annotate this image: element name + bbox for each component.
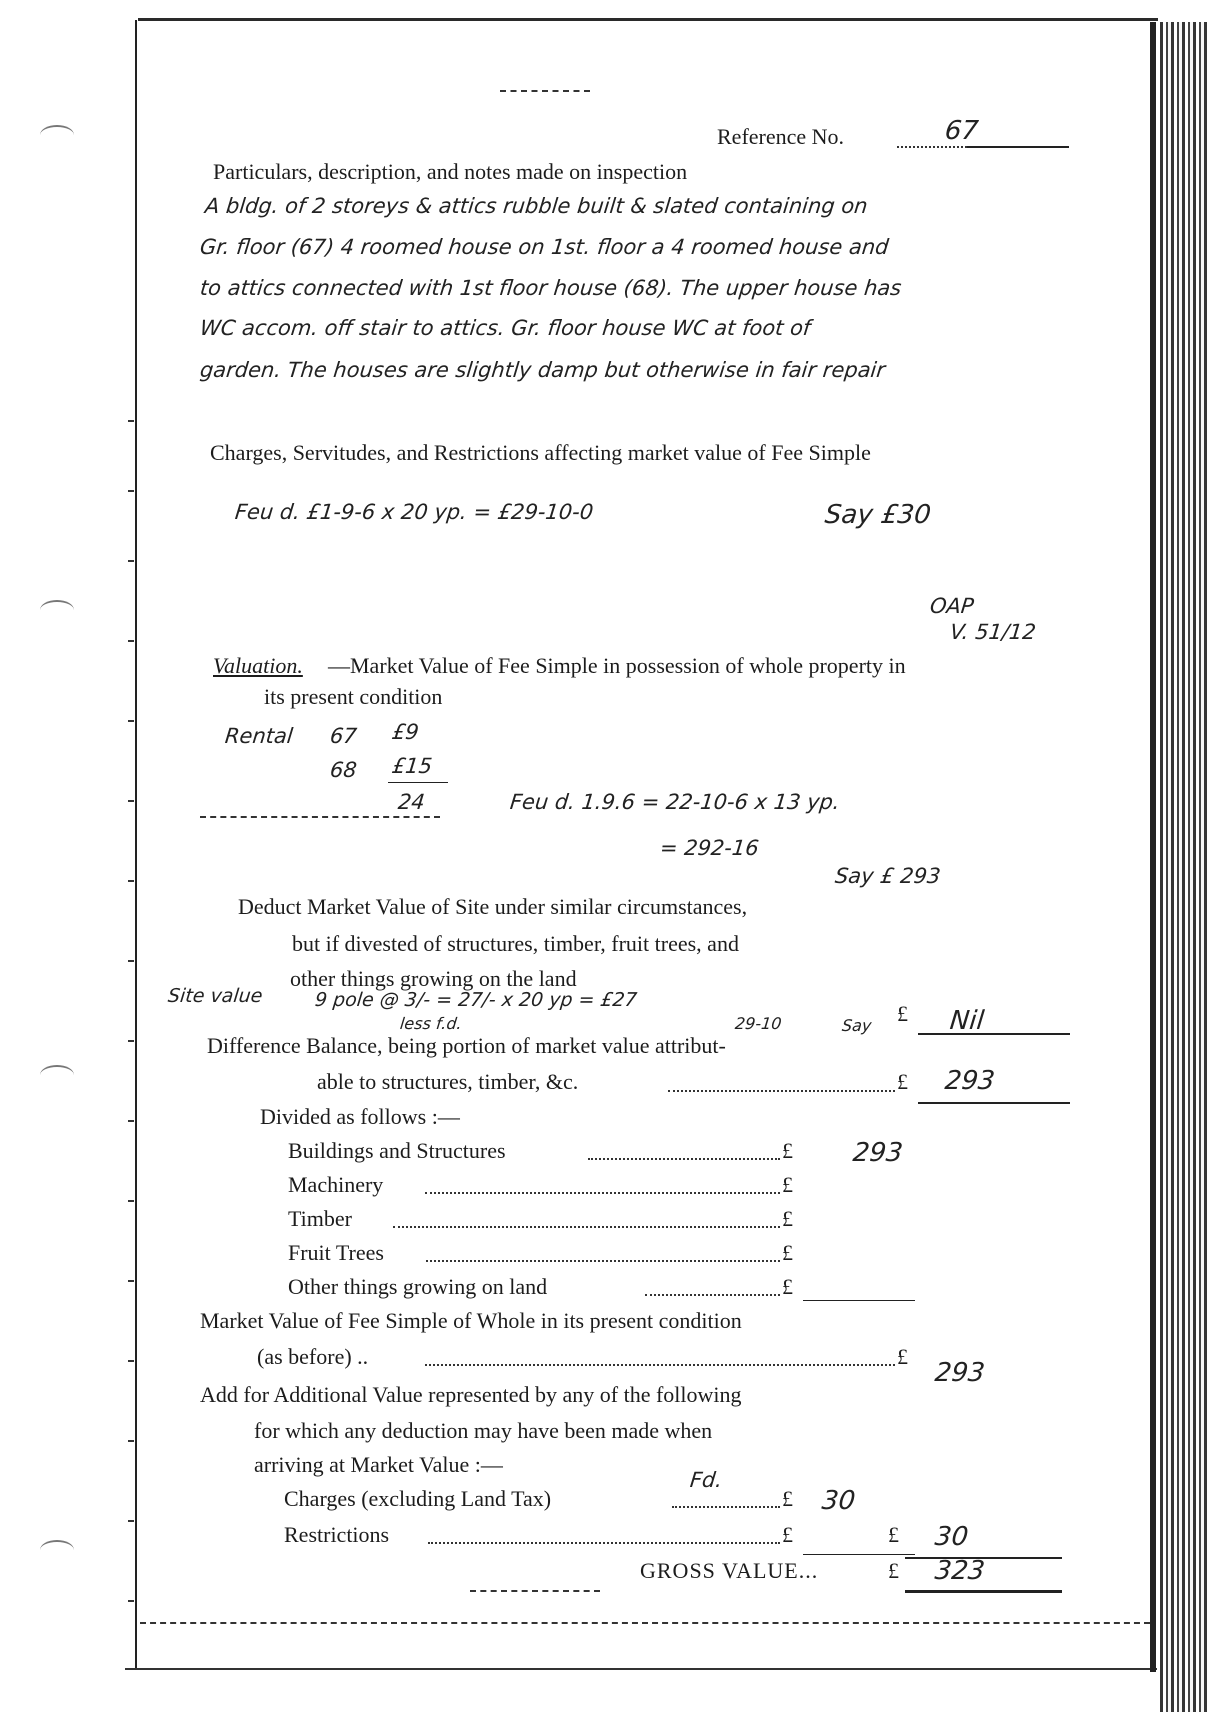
difference-dots xyxy=(668,1090,895,1092)
restrictions-item-dots xyxy=(428,1542,780,1544)
reference-rule xyxy=(967,146,1069,148)
charges-note: Feu d. £1-9-6 x 20 yp. = £29-10-0 xyxy=(233,500,595,524)
other-things-dots xyxy=(645,1294,780,1296)
rental-67-num: 67 xyxy=(328,724,359,748)
difference-line-1: Difference Balance, being portion of market value attribut- xyxy=(207,1033,726,1058)
reference-dots xyxy=(897,146,967,148)
gross-value-double-rule xyxy=(905,1590,1062,1593)
deduct-line-1: Deduct Market Value of Site under similar circumstances, xyxy=(238,894,748,919)
gross-value: 323 xyxy=(933,1556,987,1586)
margin-tick xyxy=(128,1440,134,1442)
reference-label: Reference No. xyxy=(717,124,845,149)
valuation-heading: —Market Value of Fee Simple in possession of whole property in xyxy=(328,653,906,678)
margin-tick xyxy=(128,1360,134,1362)
margin-tick xyxy=(128,1520,134,1522)
valuation-lead: Valuation. xyxy=(213,653,303,678)
margin-tick xyxy=(128,1120,134,1122)
market-value-pound-sign: £ xyxy=(897,1344,908,1369)
buildings-dots xyxy=(588,1158,780,1160)
site-pound-sign: £ xyxy=(897,1001,908,1026)
less-amount: 29-10 xyxy=(734,1014,783,1033)
rental-68-num: 68 xyxy=(328,758,359,782)
site-value-rule xyxy=(918,1033,1070,1035)
difference-pound-sign: £ xyxy=(897,1069,908,1094)
punch-hole-mark xyxy=(40,1065,74,1085)
rental-68-value: £15 xyxy=(390,754,434,778)
say-note: Say xyxy=(841,1016,873,1035)
fruit-trees-dots xyxy=(426,1260,780,1262)
buildings-label: Buildings and Structures xyxy=(288,1138,506,1163)
divided-heading: Divided as follows :— xyxy=(260,1104,460,1129)
add-total: 30 xyxy=(933,1522,970,1552)
rental-label: Rental xyxy=(223,724,295,748)
margin-tick xyxy=(128,1280,134,1282)
machinery-pound-sign: £ xyxy=(782,1172,793,1197)
oap-note: V. 51/12 xyxy=(948,620,1038,644)
timber-pound-sign: £ xyxy=(782,1206,793,1231)
fruit-trees-pound-sign: £ xyxy=(782,1240,793,1265)
particulars-line: to attics connected with 1st floor house (68). The upper house has xyxy=(198,276,903,300)
margin-tick xyxy=(128,490,134,492)
other-things-label: Other things growing on land xyxy=(288,1274,548,1299)
footer-dash-line xyxy=(140,1622,1150,1624)
market-value-whole: 293 xyxy=(933,1358,987,1388)
page-border-left xyxy=(135,20,137,1670)
margin-tick xyxy=(128,1040,134,1042)
margin-tick xyxy=(128,720,134,722)
timber-dots xyxy=(393,1226,780,1228)
add-total-pound-sign: £ xyxy=(888,1522,899,1547)
say-293: Say £ 293 xyxy=(833,864,942,888)
margin-tick xyxy=(128,800,134,802)
charges-fd-note: Fd. xyxy=(688,1468,724,1492)
rental-sum-rule xyxy=(388,782,448,783)
book-binding xyxy=(1160,22,1208,1712)
deduct-line-3: other things growing on the land xyxy=(290,966,577,991)
binding-edge xyxy=(1150,22,1156,1672)
margin-tick xyxy=(128,560,134,562)
site-value: Nil xyxy=(948,1006,986,1036)
market-value-whole-line-1: Market Value of Fee Simple of Whole in its present condition xyxy=(200,1308,742,1333)
market-value-whole-dots xyxy=(425,1364,895,1366)
other-things-pound-sign: £ xyxy=(782,1274,793,1299)
gross-value-pound-sign: £ xyxy=(888,1558,899,1583)
particulars-line: Gr. floor (67) 4 roomed house on 1st. floor a 4 roomed house and xyxy=(198,235,890,259)
header-dash xyxy=(500,90,590,92)
buildings-value: 293 xyxy=(851,1138,905,1168)
difference-line-2: able to structures, timber, &c. xyxy=(317,1069,579,1094)
charges-value: 30 xyxy=(820,1486,857,1516)
page-border-top xyxy=(138,18,1158,21)
machinery-dots xyxy=(425,1192,780,1194)
buildings-pound-sign: £ xyxy=(782,1138,793,1163)
difference-value: 293 xyxy=(943,1066,997,1096)
oap-note: OAP xyxy=(928,594,975,618)
rental-total: 24 xyxy=(396,790,427,814)
particulars-line: garden. The houses are slightly damp but otherwise in fair repair xyxy=(198,358,887,382)
charges-say: Say £30 xyxy=(823,500,933,530)
margin-tick xyxy=(128,640,134,642)
gross-value-label: GROSS VALUE... xyxy=(640,1558,819,1583)
charges-item-dots xyxy=(672,1506,780,1508)
charges-item-pound-sign: £ xyxy=(782,1486,793,1511)
difference-rule xyxy=(918,1102,1070,1104)
valuation-heading-cont: its present condition xyxy=(264,684,443,709)
feu-calc: Feu d. 1.9.6 = 22-10-6 x 13 yp. xyxy=(508,790,841,814)
punch-hole-mark xyxy=(40,600,74,620)
margin-tick xyxy=(128,880,134,882)
page-border-bottom xyxy=(125,1668,1157,1670)
add-line-1: Add for Additional Value represented by any of the following xyxy=(200,1382,742,1407)
machinery-label: Machinery xyxy=(288,1172,384,1197)
margin-tick xyxy=(128,960,134,962)
footer-dash xyxy=(470,1590,600,1592)
margin-tick xyxy=(128,1200,134,1202)
charges-item-label: Charges (excluding Land Tax) xyxy=(284,1486,552,1511)
restrictions-item-pound-sign: £ xyxy=(782,1522,793,1547)
restrictions-rule xyxy=(803,1554,915,1555)
punch-hole-mark xyxy=(40,125,74,145)
fruit-trees-label: Fruit Trees xyxy=(288,1240,384,1265)
margin-tick xyxy=(128,420,134,422)
divided-subtotal-rule xyxy=(803,1300,915,1301)
rental-67-value: £9 xyxy=(390,720,421,744)
add-line-2: for which any deduction may have been made when xyxy=(254,1418,713,1443)
feu-result: = 292-16 xyxy=(658,836,760,860)
deduct-line-2: but if divested of structures, timber, fruit trees, and xyxy=(292,931,739,956)
particulars-heading: Particulars, description, and notes made on inspection xyxy=(213,159,688,184)
charges-heading: Charges, Servitudes, and Restrictions affecting market value of Fee Simple xyxy=(210,440,871,465)
restrictions-item-label: Restrictions xyxy=(284,1522,390,1547)
add-line-3: arriving at Market Value :— xyxy=(254,1452,503,1477)
particulars-line: WC accom. off stair to attics. Gr. floor house WC at foot of xyxy=(198,316,812,340)
particulars-line: A bldg. of 2 storeys & attics rubble built & slated containing on xyxy=(203,194,869,218)
site-value-label: Site value xyxy=(166,985,264,1007)
punch-hole-mark xyxy=(40,1540,74,1560)
timber-label: Timber xyxy=(288,1206,352,1231)
margin-tick xyxy=(128,1600,134,1602)
site-value-calc: 9 pole @ 3/- = 27/- x 20 yp = £27 xyxy=(313,989,638,1011)
reference-number: 67 xyxy=(943,116,980,146)
market-value-whole-line-2: (as before) .. xyxy=(257,1344,369,1369)
less-fd-note: less f.d. xyxy=(399,1014,463,1033)
rental-dash xyxy=(200,816,440,818)
